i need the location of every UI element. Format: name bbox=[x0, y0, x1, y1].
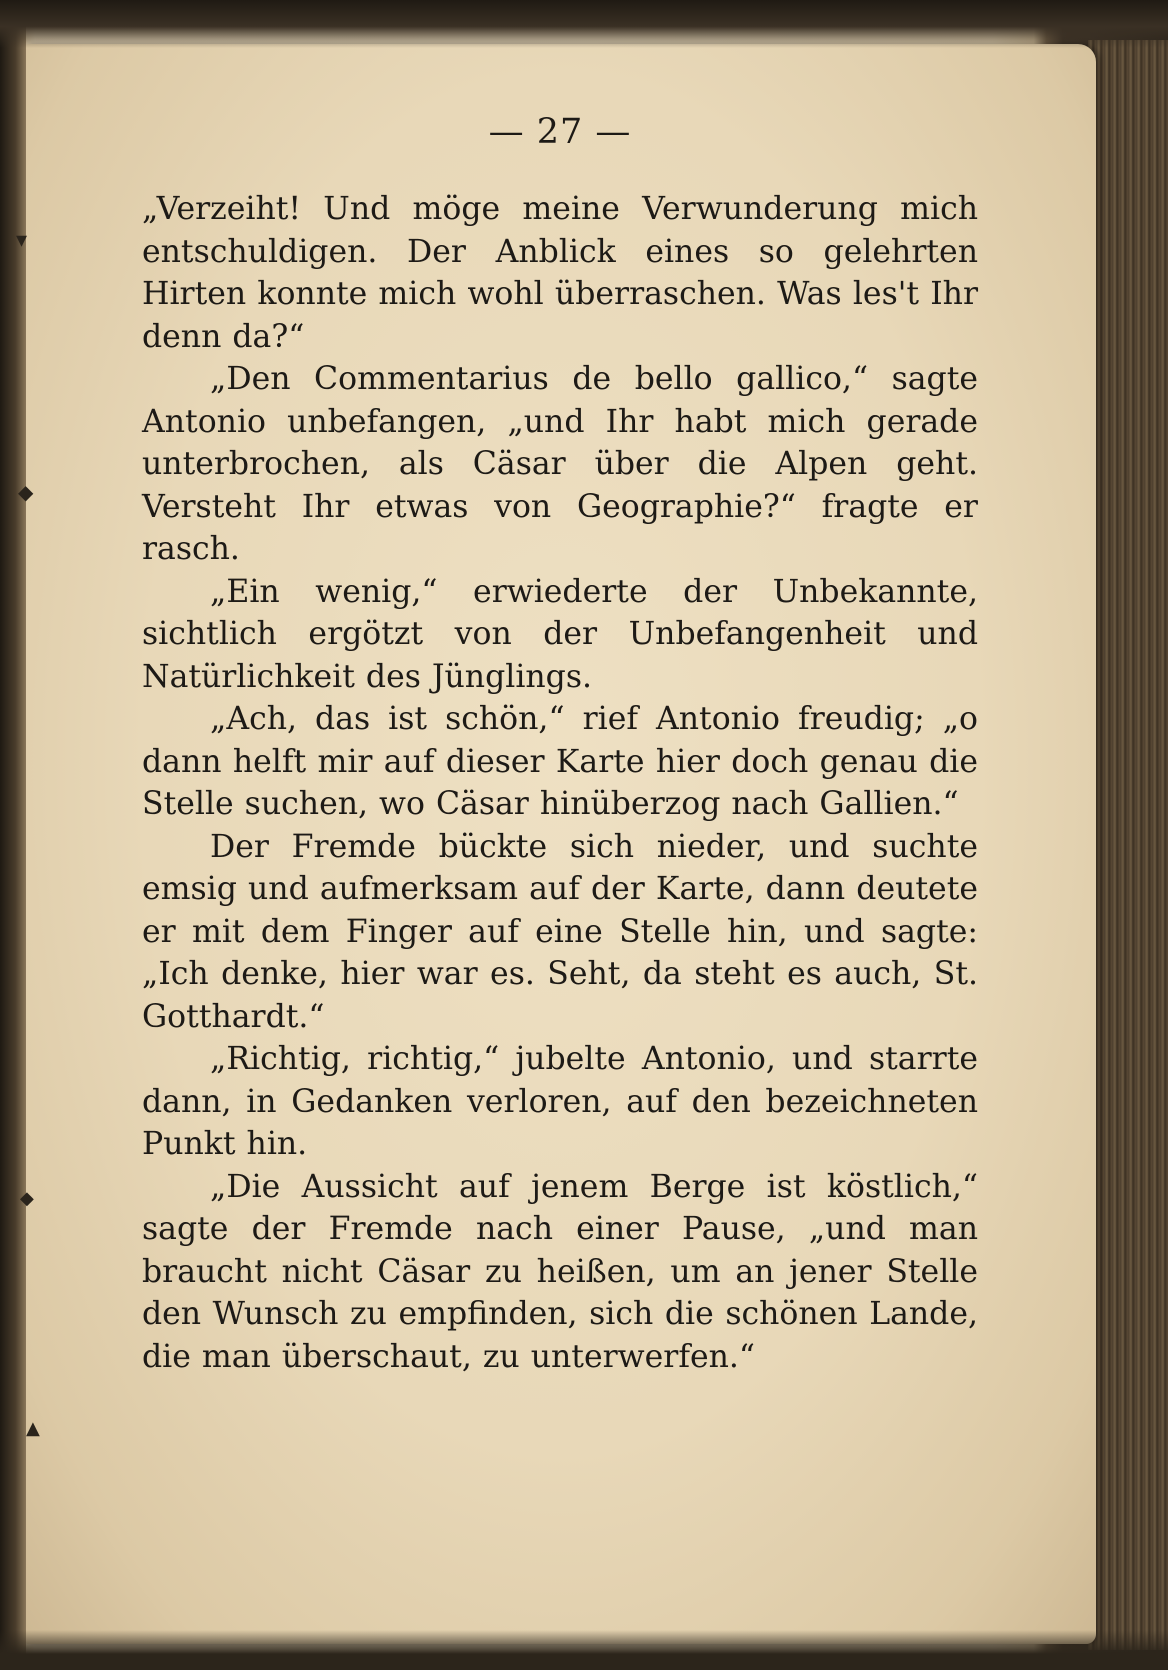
paragraph-2: „Den Commentarius de bello gallico,“ sagte Antonio unbefangen, „und Ihr habt mich gerade unterbrochen, als Cäsar über die Alpen geht. Versteht Ihr etwas von Geographie?“ fragte er rasch. bbox=[142, 361, 978, 567]
paragraph-5: Der Fremde bückte sich nieder, und suchte emsig und aufmerksam auf der Karte, dann deutete er mit dem Finger auf eine Stelle hin, und sagte: „Ich denke, hier war es. Seht, da steht es auch, St. Gotthardt.“ bbox=[142, 828, 978, 1035]
bottom-edge-shadow bbox=[0, 1630, 1168, 1670]
paragraph-6: „Richtig, richtig,“ jubelte Antonio, und starrte dann, in Gedanken verloren, auf den bezeichneten Punkt hin. bbox=[142, 1041, 978, 1162]
paragraph-4: „Ach, das ist schön,“ rief Antonio freudig; „o dann helft mir auf dieser Karte hier doch genau die Stelle suchen, wo Cäsar hinüberzog nach Gallien.“ bbox=[142, 701, 978, 822]
margin-mark-icon: ▾ bbox=[16, 228, 28, 253]
page-content bbox=[142, 110, 978, 1378]
margin-mark-icon: ▲ bbox=[26, 1418, 40, 1439]
page-stack-edge bbox=[1088, 40, 1168, 1650]
paragraph-3: „Ein wenig,“ erwiederte der Unbekannte, sichtlich ergötzt von der Unbefangenheit und Natürlichkeit des Jünglings. bbox=[142, 573, 978, 695]
margin-mark-icon: ◆ bbox=[18, 480, 34, 504]
page-number: — 27 — bbox=[488, 112, 632, 152]
margin-mark-icon: ◆ bbox=[20, 1188, 34, 1209]
paragraph-7: „Die Aussicht auf jenem Berge ist köstlich,“ sagte der Fremde nach einer Pause, „und man braucht nicht Cäsar zu heißen, um an jener Stelle den Wunsch zu empfinden, sich die schönen Lande, die man überschaut, zu unterwerfen.“ bbox=[142, 1168, 978, 1375]
top-edge-shadow bbox=[0, 0, 1168, 48]
paragraph-1: „Verzeiht! Und möge meine Verwunderung mich entschuldigen. Der Anblick eines so gelehrten Hirten konnte mich wohl überraschen. Was les't Ihr denn da?“ bbox=[142, 191, 978, 355]
